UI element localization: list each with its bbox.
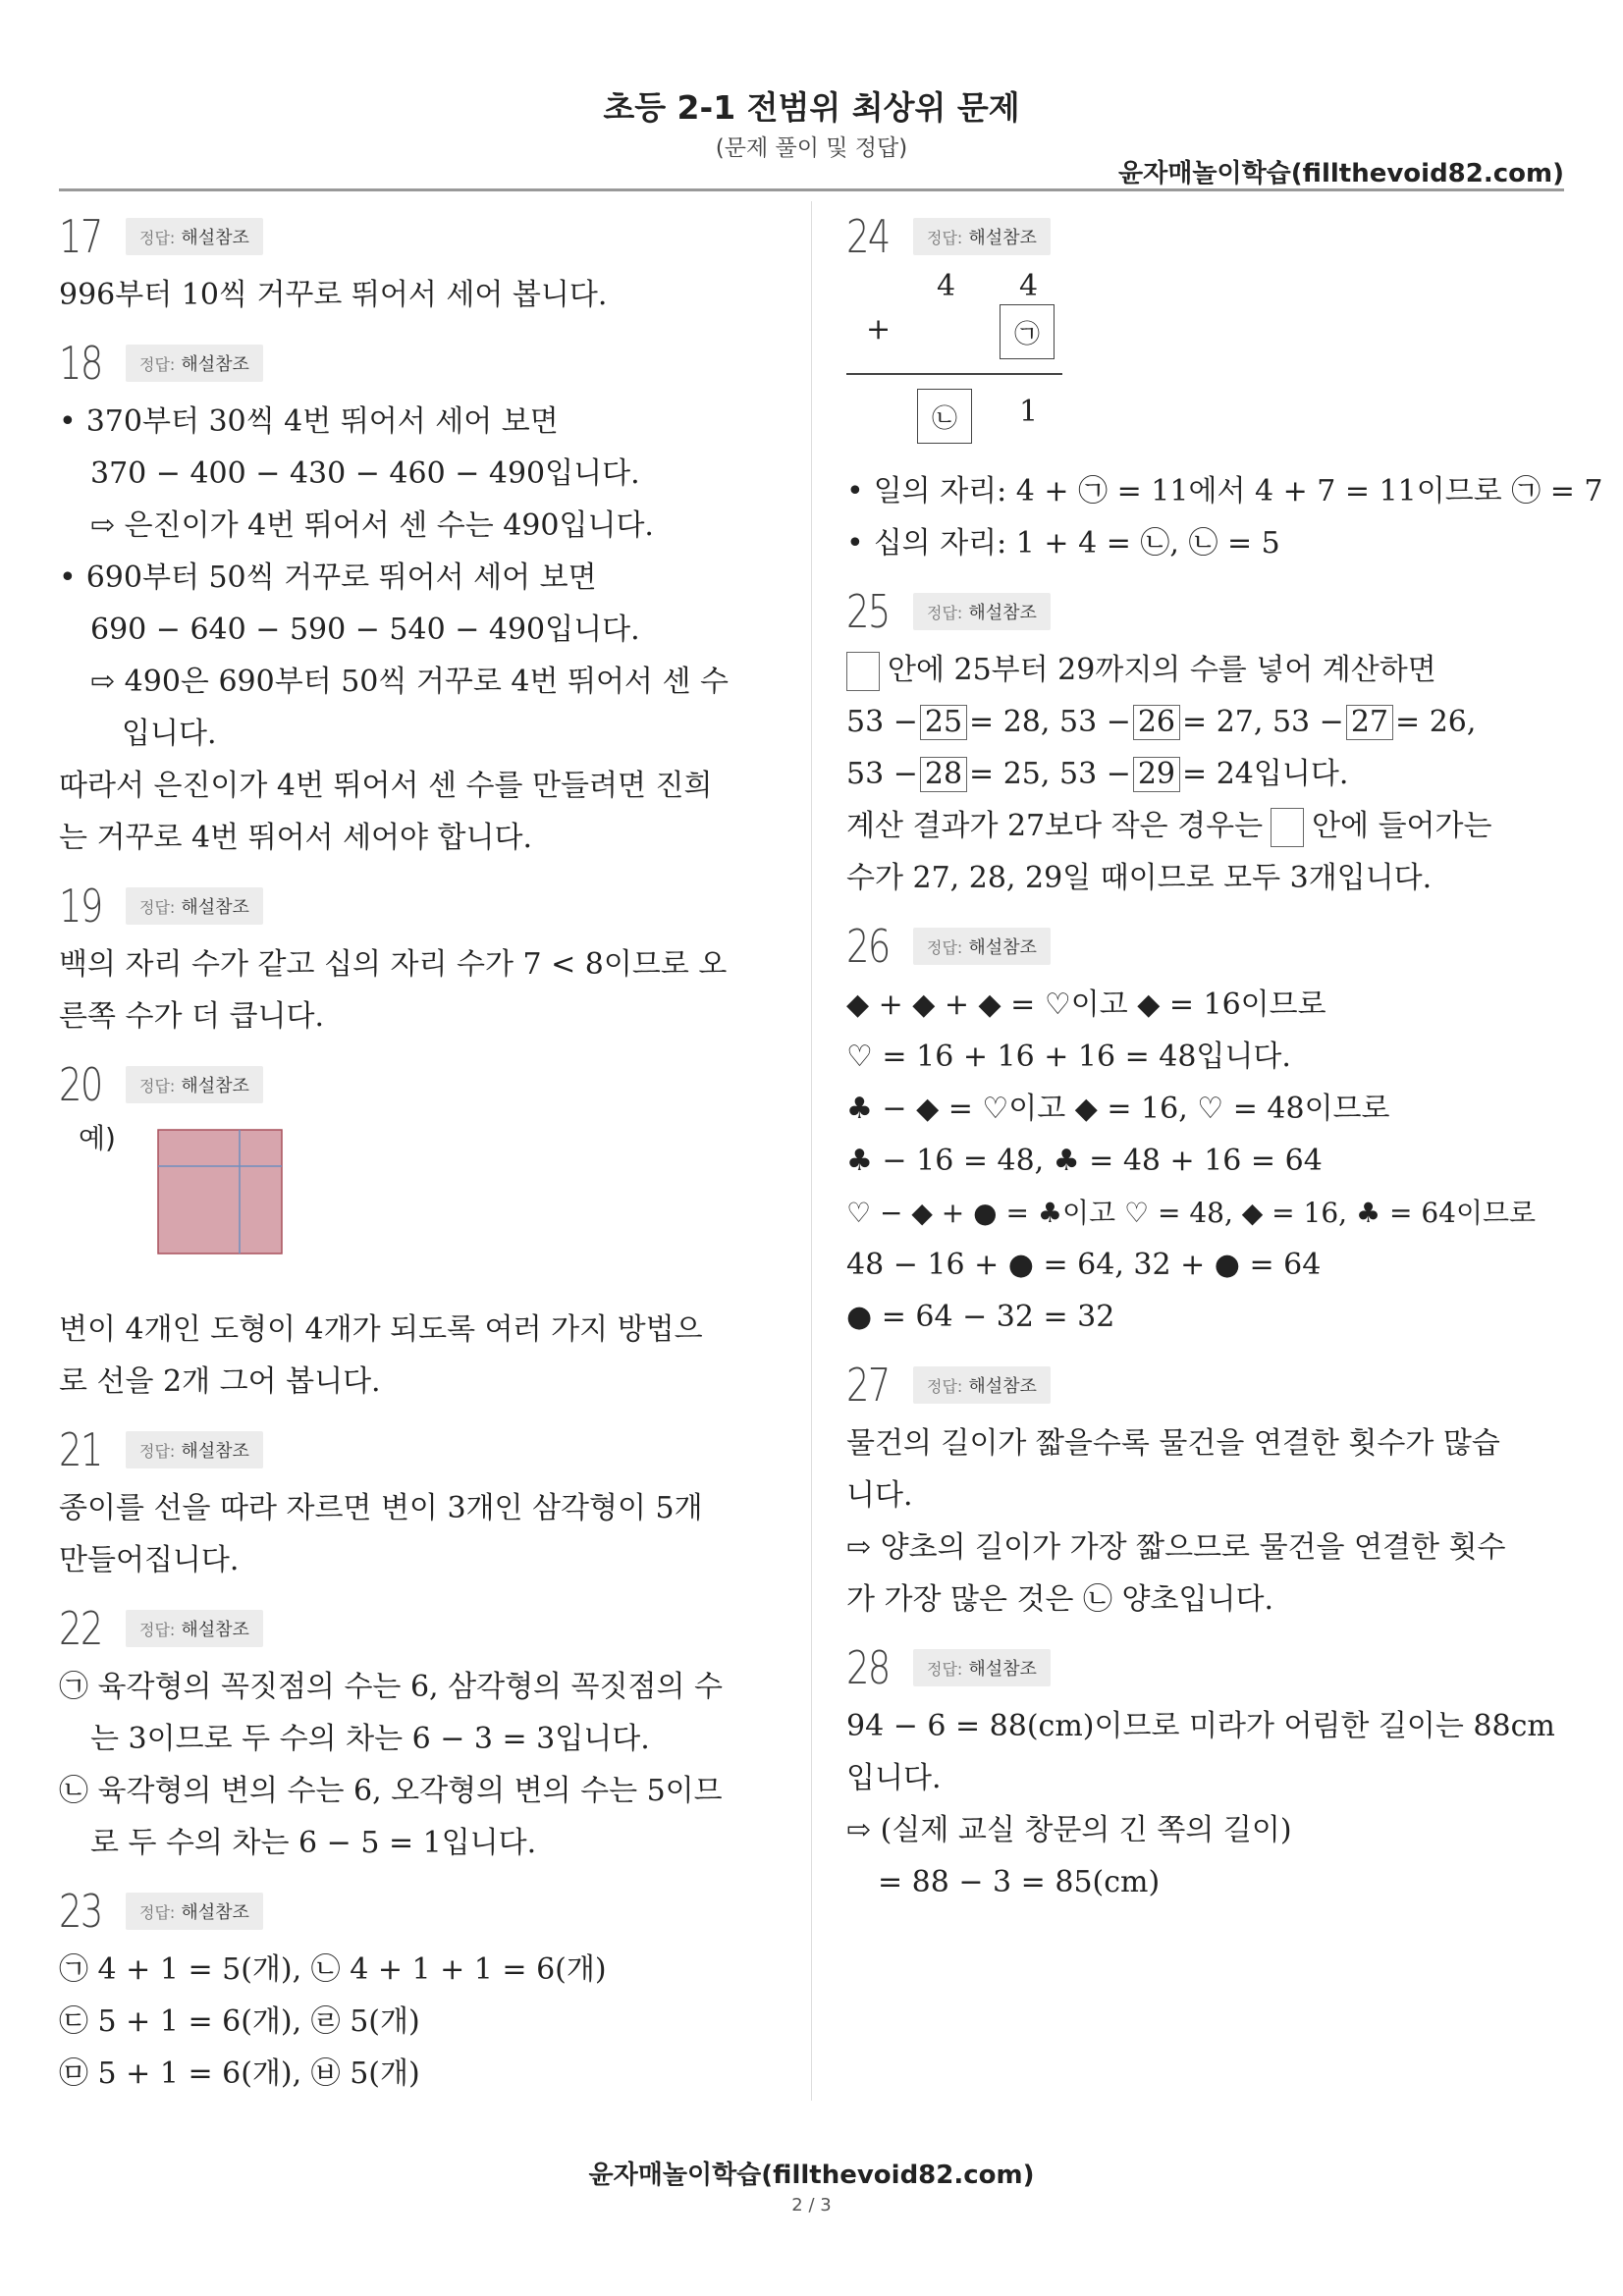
solution-line: [846, 748, 1573, 800]
answer-badge-value: 해설참조: [181, 1620, 249, 1640]
number-box: 28: [920, 757, 967, 792]
answer-badge: [126, 345, 263, 382]
example-label: 예): [79, 1122, 116, 1154]
solution-line: 는 거꾸로 4번 뛰어서 세어야 합니다.: [59, 821, 533, 855]
header-brand: 윤자매놀이학습(fillthevoid82.com): [1117, 159, 1564, 188]
header-rule: [59, 188, 1564, 191]
answer-badge-label: 정답:: [927, 938, 963, 957]
answer-badge-label: 정답:: [139, 355, 176, 374]
answer-badge: [126, 1431, 263, 1468]
answer-badge-value: 해설참조: [181, 897, 249, 918]
solution-line: 입니다.: [122, 717, 217, 751]
answer-badge-label: 정답:: [139, 1621, 176, 1639]
equation-result: = 25,: [969, 757, 1051, 791]
solution-line: 370 − 400 − 430 − 460 − 490입니다.: [90, 456, 640, 491]
solution-line: • 370부터 30씩 4번 뛰어서 세어 보면: [59, 396, 785, 448]
solution-line: ● = 64 − 32 = 32: [846, 1300, 1115, 1334]
answer-badge-label: 정답:: [927, 604, 963, 622]
answer-badge: [126, 1893, 263, 1930]
page-title: 초등 2-1 전범위 최상위 문제: [603, 88, 1020, 127]
unknown-box-a: ㉠: [1000, 304, 1055, 359]
empty-box: [846, 652, 880, 691]
question-number: 24: [846, 210, 890, 263]
sum-rule: [846, 373, 1062, 375]
question-number: 26: [846, 920, 890, 973]
solution-line: ㉢ 5 + 1 = 6(개), ㉣ 5(개): [59, 2004, 420, 2039]
answer-badge: [913, 218, 1051, 255]
equation-prefix: 53 −: [1058, 705, 1131, 739]
solution-line: 백의 자리 수가 같고 십의 자리 수가 7 < 8이므로 오: [59, 947, 728, 982]
equation-result: = 26,: [1395, 705, 1477, 739]
answer-badge-label: 정답:: [927, 1660, 963, 1679]
solution-text: 안에 들어가는: [1312, 809, 1492, 843]
footer-brand: 윤자매놀이학습(fillthevoid82.com): [588, 2161, 1035, 2190]
solution-line: ⇨ 은진이가 4번 뛰어서 센 수는 490입니다.: [90, 508, 654, 543]
answer-badge-value: 해설참조: [968, 228, 1037, 248]
answer-badge: [913, 1649, 1051, 1686]
solution-line: 94 − 6 = 88(cm)이므로 미라가 어림한 길이는 88cm: [846, 1709, 1555, 1743]
solution-line: 변이 4개인 도형이 4개가 되도록 여러 가지 방법으: [59, 1312, 703, 1347]
solution-line: ⇨ 490은 690부터 50씩 거꾸로 4번 뛰어서 센 수: [90, 665, 729, 699]
question-26: [846, 914, 1573, 1343]
number-box: 27: [1346, 705, 1393, 740]
solution-line: [846, 800, 1573, 852]
answer-badge: [126, 887, 263, 925]
equation-prefix: 53 −: [1058, 757, 1131, 791]
solution-line: [846, 696, 1573, 748]
answer-badge: [126, 218, 263, 255]
page-subtitle: (문제 풀이 및 정답): [715, 135, 908, 161]
column-divider: [811, 201, 812, 2101]
solution-line: • 690부터 50씩 거꾸로 뛰어서 세어 보면: [59, 552, 785, 604]
solution-line: ㉤ 5 + 1 = 6(개), ㉥ 5(개): [59, 2056, 420, 2091]
question-24: [846, 204, 1603, 569]
equation-prefix: 53 −: [846, 705, 918, 739]
number-box: 25: [920, 705, 967, 740]
answer-badge-value: 해설참조: [968, 1376, 1037, 1397]
question-number: 28: [846, 1641, 890, 1694]
question-number: 22: [59, 1602, 102, 1655]
solution-line: ♣ − 16 = 48, ♣ = 48 + 16 = 64: [846, 1144, 1323, 1178]
answer-badge-value: 해설참조: [181, 354, 249, 375]
solution-text: 안에 25부터 29까지의 수를 넣어 계산하면: [888, 653, 1436, 687]
question-21: [59, 1417, 785, 1586]
empty-box: [1271, 808, 1304, 847]
question-19: [59, 874, 785, 1042]
question-number: 23: [59, 1885, 102, 1938]
answer-badge-value: 해설참조: [968, 603, 1037, 623]
solution-line: ㉡ 육각형의 변의 수는 6, 오각형의 변의 수는 5이므: [59, 1774, 723, 1808]
equation-result: = 28,: [969, 705, 1051, 739]
solution-line: ⇨ (실제 교실 창문의 긴 쪽의 길이): [846, 1813, 1292, 1847]
solution-line: 니다.: [846, 1478, 913, 1513]
solution-line: 종이를 선을 따라 자르면 변이 3개인 삼각형이 5개: [59, 1491, 703, 1525]
answer-badge: [913, 593, 1051, 630]
sum-ones: 1: [1019, 395, 1039, 429]
question-number: 17: [59, 210, 102, 263]
answer-badge-label: 정답:: [927, 229, 963, 247]
solution-line: ◆ + ◆ + ◆ = ♡이고 ◆ = 16이므로: [846, 988, 1326, 1022]
question-number: 18: [59, 337, 102, 390]
question-22: [59, 1596, 785, 1869]
question-17: [59, 204, 785, 321]
solution-line: ♡ − ◆ + ● = ♣이고 ♡ = 48, ◆ = 16, ♣ = 64이므로: [846, 1197, 1537, 1229]
answer-badge-value: 해설참조: [968, 1659, 1037, 1680]
question-28: [846, 1635, 1573, 1908]
solution-line: = 88 − 3 = 85(cm): [878, 1865, 1161, 1899]
answer-badge-label: 정답:: [139, 898, 176, 917]
solution-line: 996부터 10씩 거꾸로 뛰어서 세어 봅니다.: [59, 278, 608, 312]
solution-line: ♡ = 16 + 16 + 16 = 48입니다.: [846, 1040, 1291, 1074]
equation-prefix: 53 −: [846, 757, 918, 791]
question-18: [59, 331, 785, 864]
solution-line: 만들어집니다.: [59, 1543, 240, 1577]
page-number: 2 / 3: [791, 2195, 832, 2216]
equation-prefix: 53 −: [1271, 705, 1344, 739]
solution-line: 48 − 16 + ● = 64, 32 + ● = 64: [846, 1248, 1322, 1282]
answer-badge-label: 정답:: [139, 1903, 176, 1922]
question-number: 25: [846, 585, 890, 638]
solution-line: 는 3이므로 두 수의 차는 6 − 3 = 3입니다.: [90, 1722, 650, 1756]
answer-badge-value: 해설참조: [181, 1441, 249, 1462]
vertical-addition: [846, 269, 1082, 465]
answer-badge-value: 해설참조: [968, 937, 1037, 958]
solution-line: ⇨ 양초의 길이가 가장 짧으므로 물건을 연결한 횟수: [846, 1530, 1506, 1565]
answer-badge: [126, 1610, 263, 1647]
answer-badge-value: 해설참조: [181, 228, 249, 248]
solution-line: ♣ − ◆ = ♡이고 ◆ = 16, ♡ = 48이므로: [846, 1092, 1390, 1126]
solution-line: 따라서 은진이가 4번 뛰어서 센 수를 만들려면 진희: [59, 769, 713, 803]
right-column: [846, 204, 1603, 1918]
solution-line: 물건의 길이가 짧을수록 물건을 연결한 횟수가 많습: [846, 1426, 1500, 1461]
answer-badge-label: 정답:: [139, 1077, 176, 1095]
answer-badge: [126, 1066, 263, 1103]
addend-tens: 4: [937, 269, 956, 303]
solution-line: • 일의 자리: 4 + ㉠ = 11에서 4 + 7 = 11이므로 ㉠ = 7: [846, 465, 1573, 517]
equation-result: = 24입니다.: [1182, 757, 1349, 791]
number-box: 29: [1133, 757, 1180, 792]
solution-line: ㉠ 육각형의 꼭짓점의 수는 6, 삼각형의 꼭짓점의 수: [59, 1670, 723, 1704]
question-20: [59, 1052, 785, 1408]
answer-badge-value: 해설참조: [181, 1902, 249, 1923]
solution-line: 로 선을 2개 그어 봅니다.: [59, 1364, 381, 1399]
solution-line: 수가 27, 28, 29일 때이므로 모두 3개입니다.: [846, 861, 1433, 895]
number-box: 26: [1133, 705, 1180, 740]
solution-line: 입니다.: [846, 1761, 942, 1795]
question-number: 20: [59, 1058, 102, 1111]
question-23: [59, 1879, 785, 2100]
answer-badge-label: 정답:: [139, 1442, 176, 1461]
answer-badge: [913, 1366, 1051, 1404]
plus-sign: +: [866, 312, 892, 347]
question-number: 21: [59, 1423, 102, 1476]
solution-line: 가 가장 많은 것은 ㉡ 양초입니다.: [846, 1582, 1273, 1617]
solution-line: ㉠ 4 + 1 = 5(개), ㉡ 4 + 1 + 1 = 6(개): [59, 1952, 607, 1987]
solution-line: • 십의 자리: 1 + 4 = ㉡, ㉡ = 5: [846, 517, 1573, 569]
unknown-box-b: ㉡: [917, 389, 972, 444]
divided-square-figure: [157, 1129, 285, 1256]
solution-text: 계산 결과가 27보다 작은 경우는: [846, 809, 1264, 843]
solution-line: 로 두 수의 차는 6 − 5 = 1입니다.: [90, 1826, 537, 1860]
answer-badge: [913, 928, 1051, 965]
addend-ones: 4: [1019, 269, 1039, 303]
answer-badge-label: 정답:: [139, 229, 176, 247]
solution-line: 690 − 640 − 590 − 540 − 490입니다.: [90, 613, 640, 647]
answer-badge-label: 정답:: [927, 1377, 963, 1396]
equation-result: = 27,: [1182, 705, 1264, 739]
solution-line: 른쪽 수가 더 큽니다.: [59, 999, 324, 1034]
left-column: [59, 204, 785, 2109]
solution-line: [846, 644, 1573, 696]
question-number: 27: [846, 1359, 890, 1412]
question-25: [846, 579, 1573, 904]
question-number: 19: [59, 880, 102, 933]
question-27: [846, 1353, 1573, 1626]
answer-badge-value: 해설참조: [181, 1076, 249, 1096]
